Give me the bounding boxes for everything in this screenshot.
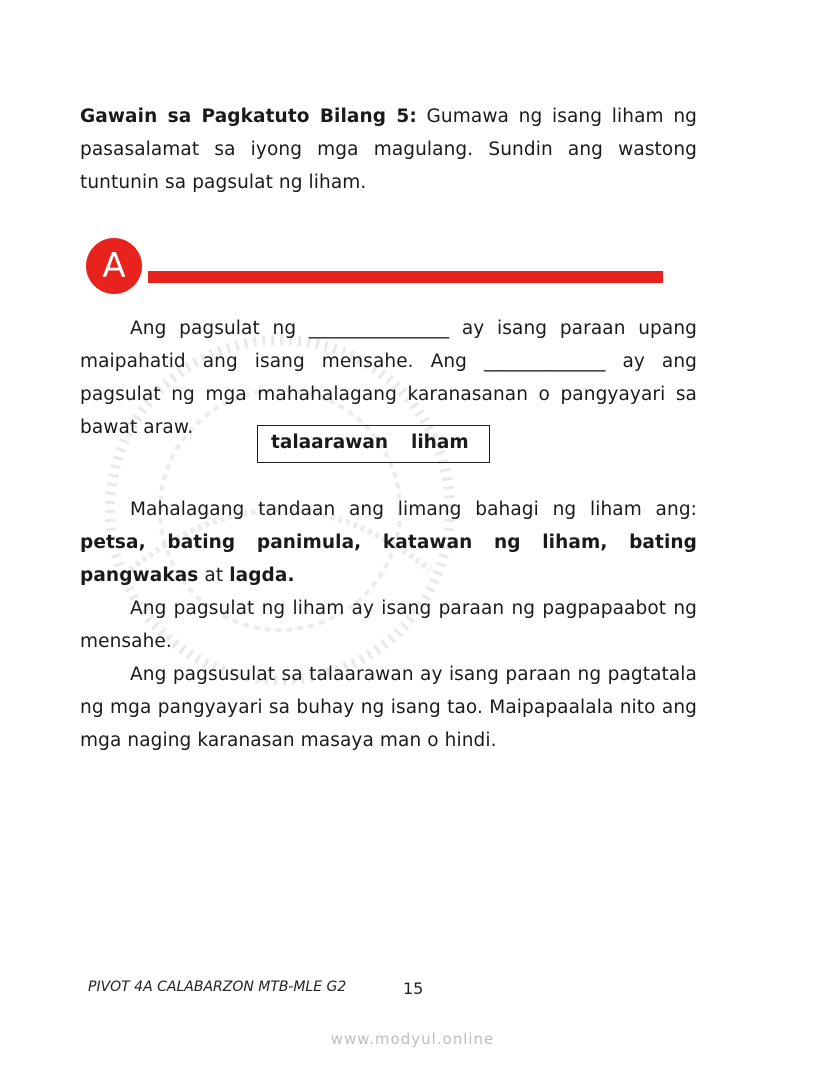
site-watermark: www.modyul.online [330,1030,495,1048]
reminder-intro: Mahalagang tandaan ang limang bahagi ng liham ang: [130,499,697,520]
footer-label: PIVOT 4A CALABARZON MTB-MLE G2 [88,979,347,995]
activity-label: Gawain sa Pagkatuto Bilang 5: [80,106,417,127]
reminder-connector: at [198,565,230,586]
fill-in-text-3: ay ang pagsulat ng mga mahahalagang karanasanan o pangyayari sa bawat araw. [80,351,697,438]
fill-in-text-2: ay isang paraan upang maipahatid ang isang mensahe. Ang [80,318,697,372]
activity-text: Gumawa ng isang liham ng pasasalamat sa iyong mga magulang. Sundin ang wastong tuntunin sa pagsulat ng liham. [80,106,697,193]
section-badge: A [86,238,142,294]
fill-in-text-1: Ang pagsulat ng [130,318,309,339]
word-box [257,425,490,463]
blank-1: _______________ [308,318,450,339]
word-box-word-1: talaarawan [271,432,388,453]
reminder-parts: petsa, bating panimula, katawan ng liham, bating pangwakas [80,532,697,586]
reminder-last-part: lagda. [229,565,295,586]
blank-2: _____________ [483,351,606,372]
note-2: Ang pagsusulat sa talaarawan ay isang paraan ng pagtatala ng mga pangyayari sa buhay ng isang tao. Maipapaalala nito ang mga naging karanasan masaya man o hindi. [80,664,697,751]
page-number: 15 [403,979,424,998]
note-1: Ang pagsulat ng liham ay isang paraan ng pagpapaabot ng mensahe. [80,598,697,652]
section-underline [148,271,663,283]
reminder-paragraph [80,493,697,592]
word-box-word-2: liham [411,432,469,453]
activity-instruction [80,100,697,199]
